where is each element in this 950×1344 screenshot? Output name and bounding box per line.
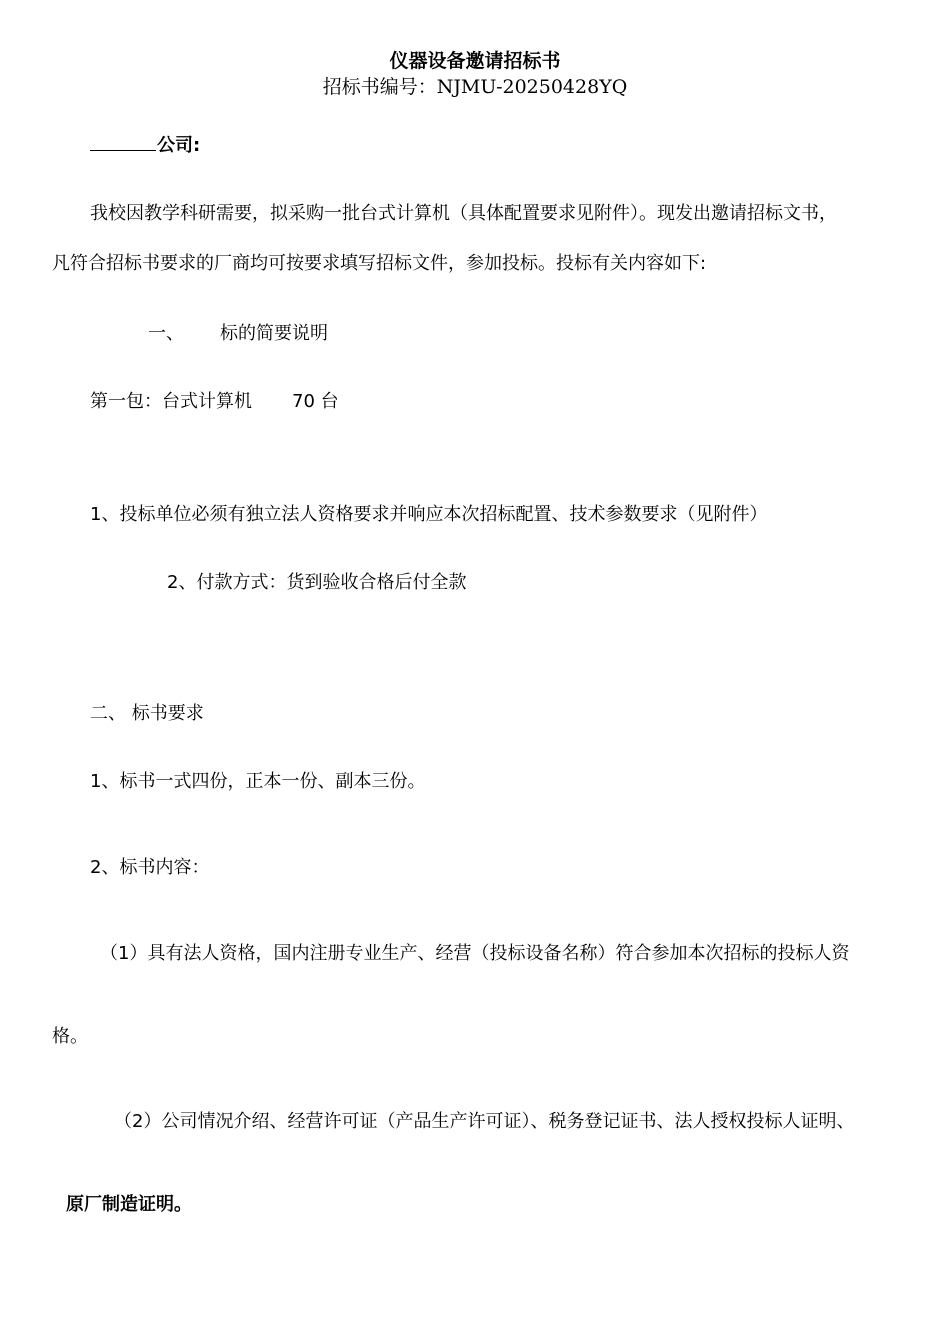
- requirement-1-line-2: 格。: [52, 1026, 88, 1047]
- document-title: 仪器设备邀请招标书: [389, 50, 561, 72]
- intro-paragraph-line-2: 凡符合招标书要求的厂商均可按要求填写招标文件，参加投标。投标有关内容如下:: [52, 253, 707, 274]
- section-2-item-1: 1、标书一式四份，正本一份、副本三份。: [90, 771, 426, 792]
- tender-number: 招标书编号：NJMU-20250428YQ: [322, 76, 628, 98]
- section-1-number: 一、: [148, 323, 184, 344]
- requirement-1-line-1: （1）具有法人资格，国内注册专业生产、经营（投标设备名称）符合参加本次招标的投标人资: [100, 943, 850, 964]
- section-1-item-2: 2、付款方式：货到验收合格后付全款: [167, 572, 467, 593]
- package-quantity: 70 台: [292, 391, 339, 412]
- addressee-label: 公司:: [157, 135, 201, 156]
- section-1-item-1: 1、投标单位必须有独立法人资格要求并响应本次招标配置、技术参数要求（见附件）: [90, 504, 768, 525]
- section-2-heading: 二、 标书要求: [90, 703, 204, 724]
- company-name-blank: [90, 136, 156, 151]
- addressee-line: [90, 136, 200, 155]
- section-2-item-2: 2、标书内容：: [90, 857, 210, 878]
- package-label: 第一包：台式计算机: [90, 391, 252, 412]
- section-1-heading: 标的简要说明: [220, 323, 328, 344]
- intro-paragraph-line-1: 我校因教学科研需要，拟采购一批台式计算机（具体配置要求见附件）。现发出邀请招标文书，: [90, 203, 837, 224]
- requirement-2-line-2: 原厂制造证明。: [66, 1194, 192, 1215]
- requirement-2-line-1: （2）公司情况介绍、经营许可证（产品生产许可证）、税务登记证书、法人授权投标人证明、: [114, 1111, 855, 1132]
